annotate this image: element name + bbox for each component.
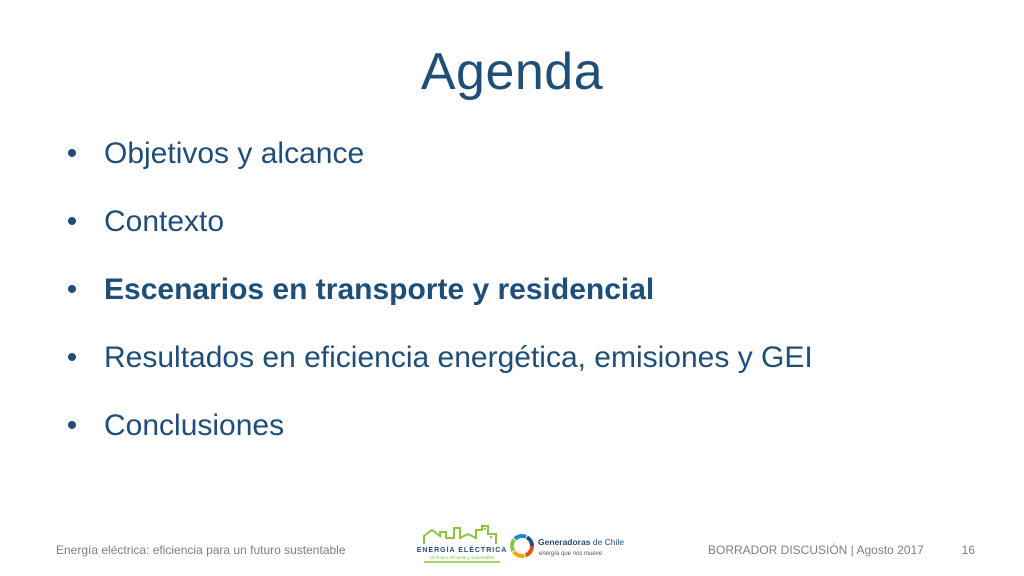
energia-logo-name: ENERGÍA ELÉCTRICA — [416, 547, 508, 554]
generadoras-ring-icon — [512, 536, 532, 556]
footer-title: Energía eléctrica: eficiencia para un futuro sustentable — [56, 543, 346, 557]
generadoras-logo-name-rest: de Chile — [590, 537, 625, 547]
bullet-icon: • — [66, 409, 78, 442]
page-number: 16 — [961, 543, 975, 557]
generadoras-de-chile-logo — [508, 530, 625, 562]
slide-title: Agenda — [420, 43, 604, 101]
footer-draft-date: BORRADOR DISCUSIÓN | Agosto 2017 — [708, 543, 924, 557]
agenda-item-text: Conclusiones — [104, 409, 285, 442]
generadoras-logo-tagline: energía que nos mueve — [539, 551, 603, 557]
agenda-item-text: Contexto — [104, 205, 225, 238]
bullet-icon: • — [66, 137, 78, 170]
energia-logo-tagline: Un futuro eficiente y sustentable — [429, 555, 495, 560]
agenda-item-text: Escenarios en transporte y residencial — [104, 273, 655, 306]
energia-electrica-logo — [416, 522, 508, 566]
agenda-item-text: Objetivos y alcance — [104, 137, 365, 170]
bullet-icon: • — [66, 341, 78, 374]
svg-text:Generadoras de Chile — [538, 537, 624, 547]
bullet-icon: • — [66, 273, 78, 306]
generadoras-logo-name-bold: Generadoras — [538, 537, 591, 547]
agenda-item-text: Resultados en eficiencia energética, emisiones y GEI — [104, 341, 813, 374]
bullet-icon: • — [66, 205, 78, 238]
